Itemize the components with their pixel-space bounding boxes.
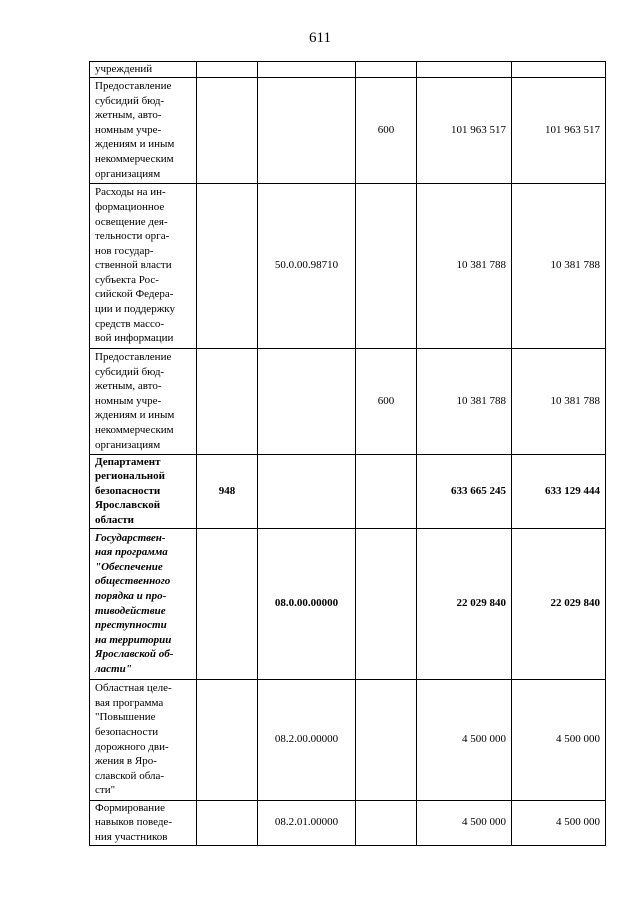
- ministry-cell: [197, 800, 258, 845]
- row-name: Формирование навыков поведе- ния участников: [95, 801, 172, 843]
- code-cell: [258, 348, 356, 454]
- code-cell: [258, 454, 356, 528]
- amount1-cell: 22 029 840: [417, 528, 512, 679]
- budget-table: [89, 61, 606, 846]
- amount2-cell: 101 963 517: [512, 77, 606, 183]
- code-cell: [258, 77, 356, 183]
- row-name-cell: [90, 62, 197, 78]
- amount2-cell: 4 500 000: [512, 679, 606, 800]
- row-name: Государствен- ная программа "Обеспечение общественного порядка и про- тиводействие преступности на территории Ярославской об- ласти": [95, 531, 174, 675]
- table-row: [90, 454, 606, 528]
- ministry-cell: [197, 62, 258, 78]
- page-number: 611: [309, 30, 331, 46]
- amount2-cell: 633 129 444: [512, 454, 606, 528]
- row-name-cell: [90, 800, 197, 845]
- amount1-cell: 4 500 000: [417, 679, 512, 800]
- amount1-cell: 633 665 245: [417, 454, 512, 528]
- type-cell: 600: [356, 348, 417, 454]
- type-cell: [356, 679, 417, 800]
- row-name: Предоставление субсидий бюд- жетным, авто- номным учре- ждениям и иным некоммерческим организациям: [95, 80, 175, 180]
- amount1-cell: 101 963 517: [417, 77, 512, 183]
- amount2-cell: 10 381 788: [512, 348, 606, 454]
- row-name-cell: [90, 454, 197, 528]
- table-row: [90, 528, 606, 679]
- table-row: [90, 183, 606, 348]
- table-row: [90, 62, 606, 78]
- amount2-cell: 4 500 000: [512, 800, 606, 845]
- row-name: учреждений: [95, 63, 153, 75]
- row-name-cell: [90, 679, 197, 800]
- ministry-cell: [197, 183, 258, 348]
- code-cell: 08.0.00.00000: [258, 528, 356, 679]
- code-cell: 08.2.01.00000: [258, 800, 356, 845]
- ministry-cell: [197, 77, 258, 183]
- amount2-cell: 10 381 788: [512, 183, 606, 348]
- row-name-cell: [90, 528, 197, 679]
- code-cell: 50.0.00.98710: [258, 183, 356, 348]
- ministry-cell: 948: [197, 454, 258, 528]
- table-row: [90, 800, 606, 845]
- type-cell: [356, 183, 417, 348]
- table-row: [90, 77, 606, 183]
- amount1-cell: [417, 62, 512, 78]
- row-name-cell: [90, 77, 197, 183]
- ministry-cell: [197, 348, 258, 454]
- row-name: Департамент региональной безопасности Ярославской области: [95, 455, 165, 526]
- amount2-cell: [512, 62, 606, 78]
- type-cell: 600: [356, 77, 417, 183]
- amount2-cell: 22 029 840: [512, 528, 606, 679]
- amount1-cell: 10 381 788: [417, 348, 512, 454]
- row-name: Расходы на ин- формационное освещение дея- тельности орга- нов государ- ственной власти субъекта Рос- сийской Федера- ции и поддержку средств массо- вой информации: [95, 186, 175, 345]
- amount1-cell: 4 500 000: [417, 800, 512, 845]
- row-name-cell: [90, 348, 197, 454]
- type-cell: [356, 62, 417, 78]
- type-cell: [356, 528, 417, 679]
- code-cell: [258, 62, 356, 78]
- row-name: Предоставление субсидий бюд- жетным, авто- номным учре- ждениям и иным некоммерческим организациям: [95, 351, 175, 451]
- type-cell: [356, 454, 417, 528]
- table-row: [90, 679, 606, 800]
- row-name-cell: [90, 183, 197, 348]
- ministry-cell: [197, 679, 258, 800]
- row-name: Областная целе- вая программа "Повышение безопасности дорожного дви- жения в Яро- славской обла- сти": [95, 682, 172, 797]
- table-row: [90, 348, 606, 454]
- type-cell: [356, 800, 417, 845]
- ministry-cell: [197, 528, 258, 679]
- amount1-cell: 10 381 788: [417, 183, 512, 348]
- code-cell: 08.2.00.00000: [258, 679, 356, 800]
